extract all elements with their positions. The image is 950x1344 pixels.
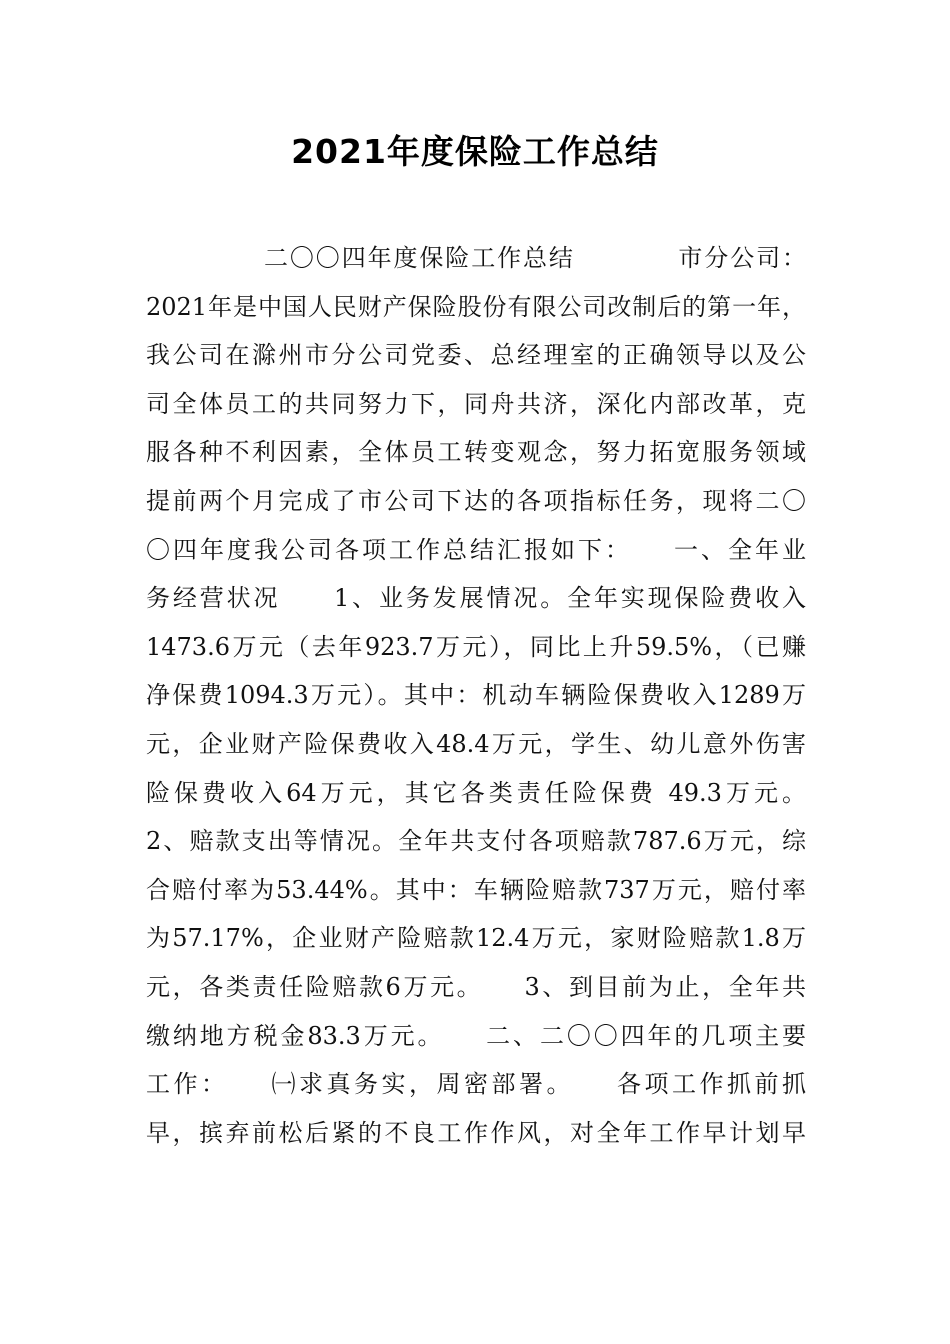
body-line: 提前两个月完成了市公司下达的各项指标任务，现将二〇 (146, 486, 806, 515)
body-line: 工作： ㈠求真务实，周密部署。 各项工作抓前抓 (146, 1070, 806, 1099)
body-line: 〇四年度我公司各项工作总结汇报如下： 一、全年业 (146, 535, 806, 564)
body-line: 二〇〇四年度保险工作总结 市分公司： (264, 244, 806, 272)
body-line: 我公司在滁州市分公司党委、总经理室的正确领导以及公 (146, 341, 806, 370)
document-body (146, 234, 806, 1157)
body-line: 净保费1094.3万元）。其中：机动车辆险保费收入1289万 (146, 681, 806, 710)
body-line: 司全体员工的共同努力下，同舟共济，深化内部改革，克 (146, 389, 806, 418)
body-line: 缴纳地方税金83.3万元。 二、二〇〇四年的几项主要 (146, 1021, 806, 1050)
body-line: 合赔付率为53.44%。其中：车辆险赔款737万元，赔付率 (146, 875, 806, 904)
body-line: 元，各类责任险赔款6万元。 3、到目前为止，全年共 (146, 972, 806, 1001)
body-line: 早，摈弃前松后紧的不良工作作风，对全年工作早计划早 (146, 1118, 806, 1147)
body-line: 为57.17%，企业财产险赔款12.4万元，家财险赔款1.8万 (146, 924, 806, 953)
body-line: 务经营状况 1、业务发展情况。全年实现保险费收入 (146, 584, 806, 613)
document-title: 2021年度保险工作总结 (291, 132, 659, 171)
body-line: 2021年是中国人民财产保险股份有限公司改制后的第一年， (146, 292, 806, 321)
body-line: 元，企业财产险保费收入48.4万元，学生、幼儿意外伤害 (146, 729, 806, 758)
body-line: 服各种不利因素，全体员工转变观念，努力拓宽服务领域 (146, 438, 806, 467)
body-line: 险保费收入64万元，其它各类责任险保费 49.3万元。 (146, 778, 806, 807)
body-line: 1473.6万元（去年923.7万元），同比上升59.5%，（已赚 (146, 632, 806, 661)
body-line: 2、赔款支出等情况。全年共支付各项赔款787.6万元，综 (146, 827, 806, 856)
